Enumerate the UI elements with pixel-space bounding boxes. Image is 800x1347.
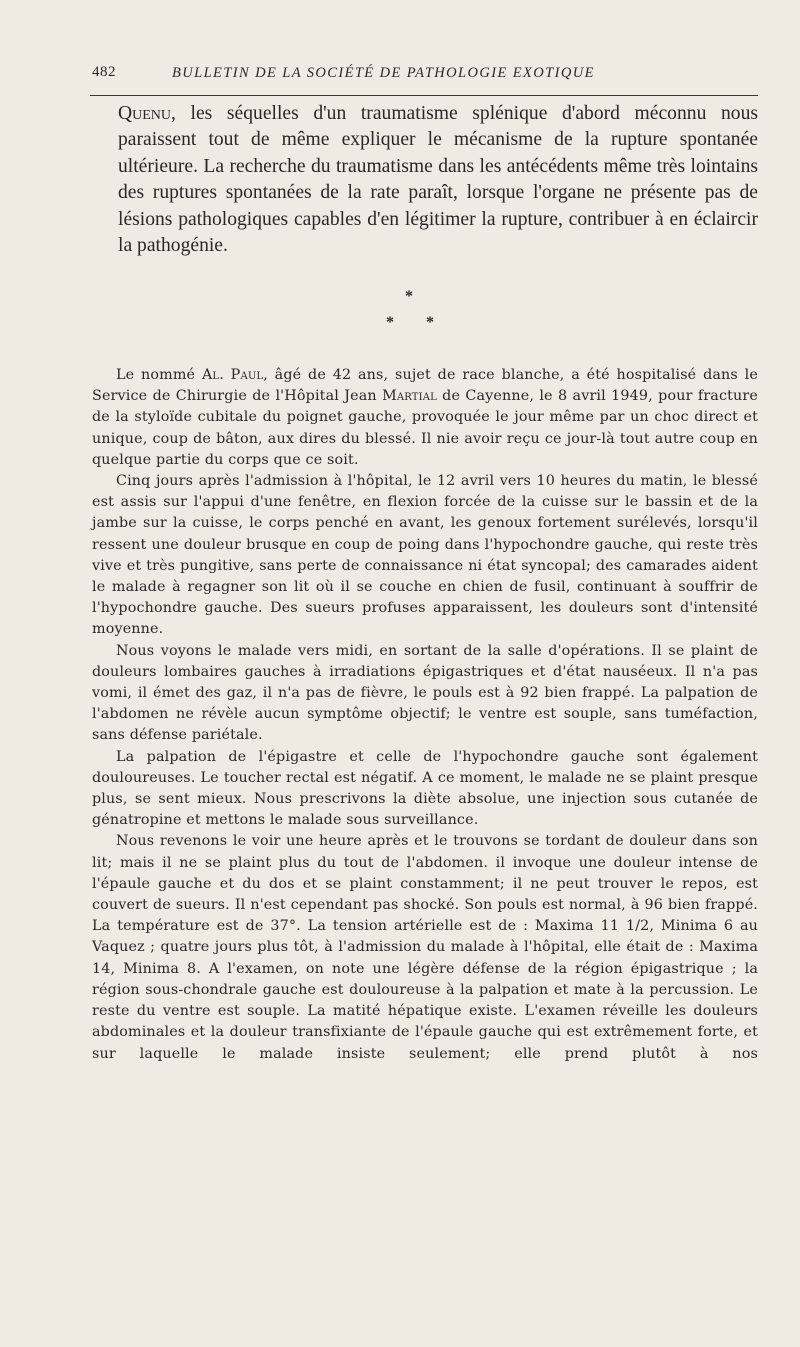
intro-text: , les séquelles d'un traumatisme splénique d'abord méconnu nous paraissent tout de même expliquer le mécanisme de la rupture spontanée ultérieure. La recherche du traumatisme dans les antécédents même très lointains des ruptures spontanées de la rate paraît, lorsque l'organe ne présente pas de lésions pathologiques capables d'en légitimer la rupture, contribuer à en éclaircir la pathogénie. (118, 103, 758, 257)
journal-title: BULLETIN DE LA SOCIÉTÉ DE PATHOLOGIE EXOTIQUE (172, 65, 595, 81)
case-paragraph-3: Nous voyons le malade vers midi, en sortant de la salle d'opérations. Il se plaint de douleurs lombaires gauches à irradiations épigastriques et d'état nauséeux. Il n'a pas vomi, il émet des gaz, il n'a pas de fièvre, le pouls est à 92 bien frappé. La palpation de l'abdomen ne révèle aucun symptôme objectif; le ventre est souple, sans tuméfaction, sans défense pariétale. (92, 642, 758, 744)
case-p1-text-a: Le nommé (116, 367, 202, 383)
asterisk-left: * (386, 314, 394, 331)
author-name: Quenu (118, 103, 172, 124)
patient-name: Al. Paul (201, 367, 264, 383)
case-paragraph-5: Nous revenons le voir une heure après et le trouvons se tordant de douleur dans son lit; mais il ne se plaint plus du tout de l'abdomen. il invoque une douleur intense de l'épaule gauche et du dos et se plaint constamment; il ne peut trouver le repos, est couvert de sueurs. Il n'est cependant pas shocké. Son pouls est normal, à 96 bien frappé. La température est de 37°. La tension artérielle est de : Maxima 11 1/2, Minima 6 au Vaquez ; quatre jours plus tôt, à l'admission du malade à l'hôpital, elle était de : Maxima 14, Minima 8. A l'examen, on note une légère défense de la région épigastrique ; la région sous-chondrale gauche est douloureuse à la palpation et mate à la percussion. Le reste du ventre est souple. La matité hépatique existe. L'examen réveille les douleurs abdominales et la douleur transfixiante de l'épaule gauche qui est extrêmement forte, et sur laquelle le malade insiste seulement; elle prend plutôt à nos (92, 833, 758, 1062)
intro-paragraph (118, 101, 758, 259)
case-paragraph-2: Cinq jours après l'admission à l'hôpital, le 12 avril vers 10 heures du matin, le blessé est assis sur l'appui d'une fenêtre, en flexion forcée de la cuisse sur le bassin et de la jambe sur la cuisse, le corps penché en avant, les genoux fortement surélevés, lorsqu'il ressent une douleur brusque en coup de poing dans l'hypochondre gauche, qui reste très vive et très pungitive, sans perte de connaissance ni état syncopal; des camarades aident le malade à regagner son lit où il se couche en chien de fusil, continuant à souffrir de l'hypochondre gauche. Des sueurs profuses apparaissent, les douleurs sont d'intensité moyenne. (92, 473, 758, 638)
case-paragraph-1 (92, 365, 758, 471)
case-p1-text-c: de Cayenne, le 8 avril 1949, pour fracture de la styloïde cubitale du poignet gauche, provoquée le jour même par un choc direct et unique, coup de bâton, aux dires du blessé. Il nie avoir reçu ce jour-là tout autre coup en quelque partie du corps que ce soit. (92, 388, 758, 468)
asterisk-right: * (426, 314, 434, 331)
case-paragraph-4: La palpation de l'épigastre et celle de l'hypochondre gauche sont également douloureuses. Le toucher rectal est négatif. A ce moment, le malade ne se plaint presque plus, se sent mieux. Nous prescrivons la diète absolue, une injection sous cutanée de génatropine et mettons le malade sous surveillance. (92, 748, 758, 829)
hospital-name: Martial (382, 388, 437, 405)
running-header (88, 64, 758, 90)
case-p1-text-b: , âgé de 42 ans, sujet de race blanche, a été hospitalisé dans le Service de Chirurgie de l'Hôpital Jean (92, 367, 758, 405)
section-separator (370, 288, 450, 338)
page-number: 482 (92, 64, 116, 80)
case-report (92, 365, 758, 1065)
header-rule (90, 95, 758, 96)
asterisk-top: * (405, 288, 413, 305)
